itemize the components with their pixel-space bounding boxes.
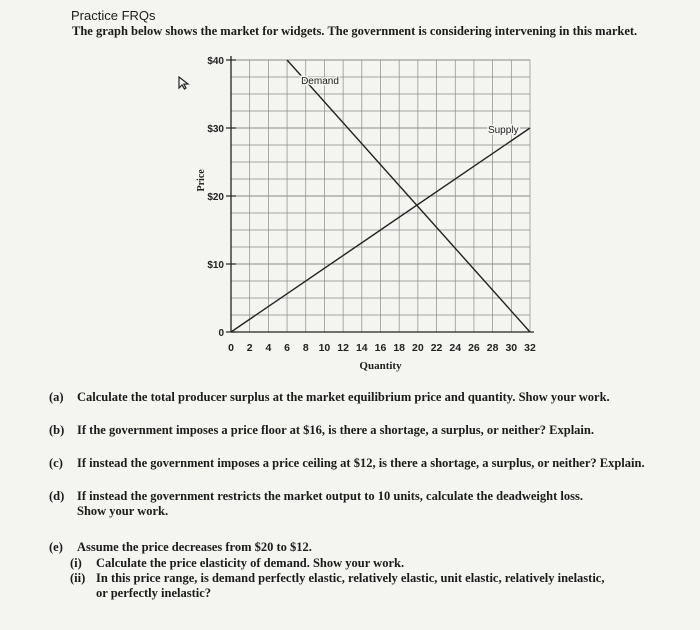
x-tick-label: 18 bbox=[393, 342, 406, 354]
series-label-supply: Supply bbox=[487, 124, 519, 136]
question-e-ii-text: In this price range, is demand perfectly elastic, relatively elastic, unit elastic, relatively inelastic, bbox=[96, 571, 605, 585]
y-tick-label: $20 bbox=[207, 192, 224, 203]
question-e-i-tag: (i) bbox=[70, 556, 82, 570]
series-label-demand: Demand bbox=[301, 75, 339, 87]
question-d-text: If instead the government restricts the market output to 10 units, calculate the deadweight loss. bbox=[77, 489, 583, 503]
x-tick-label: 8 bbox=[302, 342, 309, 354]
x-tick-label: 4 bbox=[265, 342, 272, 354]
question-e-i-text: Calculate the price elasticity of demand. Show your work. bbox=[96, 556, 405, 570]
question-d bbox=[49, 489, 583, 504]
worksheet-title: Practice FRQs bbox=[71, 8, 156, 23]
x-tick-label: 24 bbox=[449, 342, 462, 354]
x-tick-label: 32 bbox=[524, 342, 536, 354]
x-tick-label: 10 bbox=[318, 342, 331, 354]
y-tick-label: $30 bbox=[207, 124, 224, 135]
x-tick-label: 12 bbox=[337, 342, 349, 354]
x-tick-label: 30 bbox=[505, 342, 518, 354]
question-b-text: If the government imposes a price floor at $16, is there a shortage, a surplus, or neither? Explain. bbox=[77, 423, 594, 437]
x-tick-label: 28 bbox=[486, 342, 499, 354]
question-a bbox=[49, 390, 610, 405]
question-b-tag: (b) bbox=[49, 423, 65, 437]
question-d-continued: Show your work. bbox=[77, 504, 169, 518]
x-tick-label: 16 bbox=[374, 342, 387, 354]
x-tick-label: 22 bbox=[430, 342, 443, 354]
intro-text: The graph below shows the market for widgets. The government is considering intervening in this market. bbox=[72, 24, 638, 38]
x-tick-label: 14 bbox=[355, 342, 368, 354]
y-tick-label: $40 bbox=[207, 56, 224, 67]
question-e-i bbox=[70, 556, 404, 571]
question-b bbox=[49, 423, 594, 438]
question-c-text: If instead the government imposes a price ceiling at $12, is there a shortage, a surplus, or neither? Explain. bbox=[77, 456, 645, 470]
question-e-ii bbox=[70, 571, 604, 586]
question-e-tag: (e) bbox=[49, 540, 63, 554]
question-a-text: Calculate the total producer surplus at the market equilibrium price and quantity. Show your work. bbox=[77, 390, 610, 404]
question-c bbox=[49, 456, 645, 471]
question-e-text: Assume the price decreases from $20 to $12. bbox=[77, 540, 312, 554]
question-e-ii-tag: (ii) bbox=[70, 571, 86, 585]
y-tick-label: $10 bbox=[207, 260, 224, 271]
chart-grid bbox=[226, 56, 534, 332]
question-c-tag: (c) bbox=[49, 456, 63, 470]
x-tick-label: 6 bbox=[284, 342, 290, 354]
y-axis-label: Price bbox=[196, 169, 207, 192]
question-d-tag: (d) bbox=[49, 489, 65, 503]
question-e-ii-continued: or perfectly inelastic? bbox=[96, 586, 212, 600]
y-tick-label: 0 bbox=[218, 328, 224, 339]
x-axis-label: Quantity bbox=[359, 360, 402, 372]
x-tick-label: 0 bbox=[228, 342, 234, 354]
question-e bbox=[49, 540, 312, 555]
x-tick-label: 2 bbox=[246, 342, 253, 354]
chart-labels bbox=[196, 56, 536, 372]
x-tick-label: 26 bbox=[468, 342, 480, 354]
question-a-tag: (a) bbox=[49, 390, 64, 404]
x-tick-label: 20 bbox=[412, 342, 424, 354]
